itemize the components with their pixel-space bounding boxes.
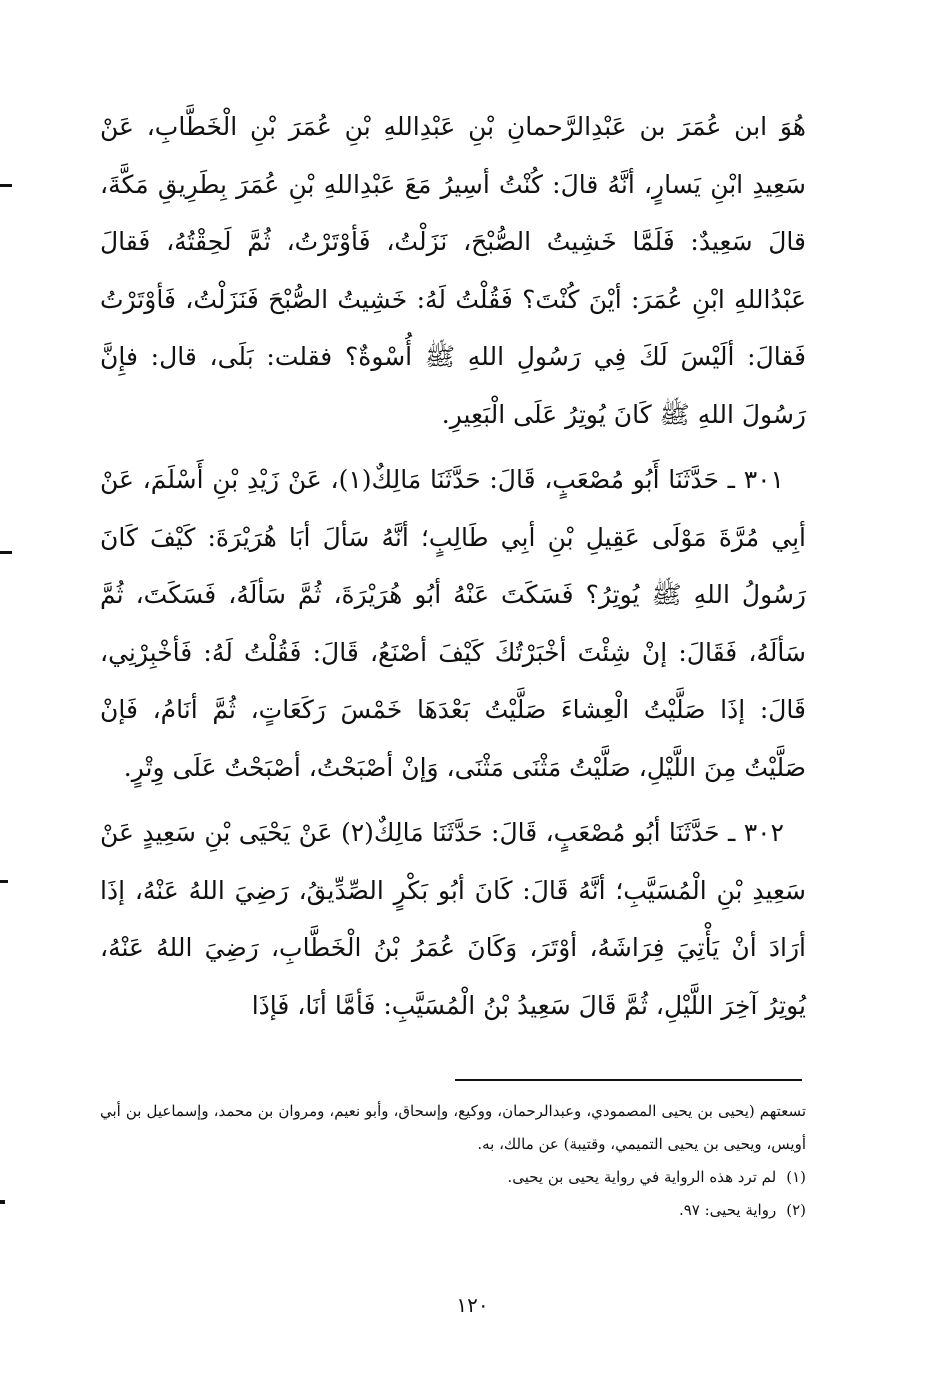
footnote-text: رواية يحيى: ٩٧.: [678, 1201, 777, 1219]
scan-mark: [0, 1200, 5, 1204]
footnotes: [100, 1095, 806, 1227]
page-number: ١٢٠: [456, 1293, 489, 1317]
main-text: [100, 98, 806, 1034]
footnote-continuation: تسعتهم (يحيى بن يحيى المصمودي، وعبدالرحمان، ووكيع، وإسحاق، وأبو نعيم، ومروان بن محمد، وإسماعيل بن أبي أويس، ويحيى بن يحيى التميمي، وقتيبة) عن مالك، به.: [100, 1102, 806, 1153]
footnote-number: (١): [786, 1168, 806, 1186]
scan-mark: [0, 880, 8, 883]
paragraph-continuation: هُوَ ابن عُمَرَ بن عَبْدِالرَّحمانِ بْنِ عَبْدِاللهِ بْنِ عُمَرَ بْنِ الْخَطَّابِ، عَنْ سَعِيدِ ابْنِ يَسارٍ، أنَّهُ قالَ: كُنْتُ أسِيرُ مَعَ عَبْدِاللهِ بْنِ عُمَرَ بِطَرِيقِ مَكَّةَ، قالَ سَعِيدٌ: فَلَمَّا خَشِيتُ الصُّبْحَ، نَزَلْتُ، فَأوْتَرْتُ، ثُمَّ لَحِقْتُهُ، فَقالَ عَبْدُاللهِ ابْنِ عُمَرَ: أيْنَ كُنْتَ؟ فَقُلْتُ لَهُ: خَشِيتُ الصُّبْحَ فَنَزَلْتُ، فَأوْتَرْتُ فَقالَ: ألَيْسَ لَكَ فِي رَسُولِ اللهِ ﷺ أُسْوةٌ؟ فقلت: بَلَى، قال: فإِنَّ رَسُولَ اللهِ ﷺ كَانَ يُوتِرُ عَلَى الْبَعِيرِ.: [100, 112, 806, 429]
scan-mark: [0, 184, 12, 187]
footnote-separator: [455, 1079, 802, 1081]
paragraph-hadith-301: ٣٠١ ـ حَدَّثَنَا أَبُو مُصْعَبٍ، قَالَ: حَدَّثَنَا مَالِكٌ(١)، عَنْ زَيْدِ بْنِ أَسْلَمَ، عَنْ أبِي مُرَّةَ مَوْلَى عَقِيلِ بْنِ أبِي طَالِبٍ؛ أنَّهُ سَألَ أبَا هُرَيْرَةَ: كَيْفَ كَانَ رَسُولُ اللهِ ﷺ يُوتِرُ؟ فَسَكَتَ عَنْهُ أبُو هُرَيْرَةَ، ثُمَّ سَألَهُ، فَسَكَتَ، ثُمَّ سَألَهُ، فَقَالَ: إنْ شِئْتَ أخْبَرْتُكَ كَيْفَ أصْنَعُ، قَالَ: فَقُلْتُ لَهُ: فَأخْبِرْنِي، قَالَ: إذَا صَلَّيْتُ الْعِشاءَ صَلَّيْتُ بَعْدَهَا خَمْسَ رَكَعَاتٍ، ثُمَّ أنَامُ، فَإنْ صَلَّيْتُ مِنَ اللَّيْلِ، صَلَّيْتُ مَثْنَى مَثْنَى، وَإنْ أصْبَحْتُ، أصْبَحْتُ عَلَى وِتْرٍ.: [100, 465, 806, 782]
footnote-1: [100, 1161, 806, 1194]
footnote-number: (٢): [786, 1201, 806, 1219]
paragraph-hadith-302: ٣٠٢ ـ حَدَّثَنَا أبُو مُصْعَبٍ، قَالَ: حَدَّثَنَا مَالِكٌ(٢) عَنْ يَحْيَى بْنِ سَعِيدٍ عَنْ سَعِيدِ بْنِ الْمُسَيَّبِ؛ أنَّهُ قَالَ: كَانَ أبُو بَكْرٍ الصِّدِّيقُ، رَضِيَ اللهُ عَنْهُ، إذَا أرَادَ أنْ يَأْتِيَ فِرَاشَهُ، أوْتَرَ، وَكَانَ عُمَرُ بْنُ الْخَطَّابِ، رَضِيَ اللهُ عَنْهُ، يُوتِرُ آخِرَ اللَّيْلِ، ثُمَّ قَالَ سَعِيدُ بْنُ الْمُسَيَّبِ: فَأمَّا أنَا، فَإذَا: [100, 818, 807, 1020]
footnote-2: [100, 1194, 806, 1227]
footnote-text: لم ترد هذه الرواية في رواية يحيى بن يحيى.: [507, 1168, 777, 1186]
scan-mark: [0, 551, 12, 554]
